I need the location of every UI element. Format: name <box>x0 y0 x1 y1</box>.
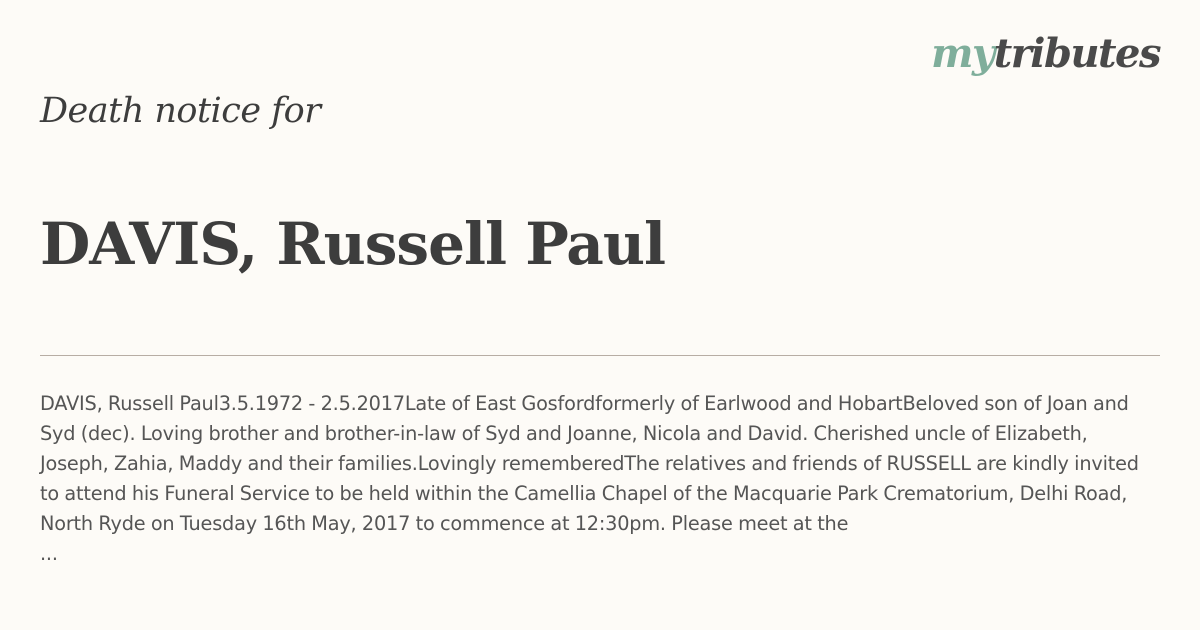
deceased-name: DAVIS, Russell Paul <box>40 210 666 278</box>
truncation-ellipsis: ... <box>40 542 58 565</box>
notice-body-text: DAVIS, Russell Paul3.5.1972 - 2.5.2017Late of East Gosfordformerly of Earlwood and HobartBeloved son of Joan and Syd (dec). Loving brother and brother-in-law of Syd and Joanne, Nicola and David. Cherished uncle of Elizabeth, Joseph, Zahia, Maddy and their families.Lovingly rememberedThe relatives and friends of RUSSELL are kindly invited to attend his Funeral Service to be held within the Camellia Chapel of the Macquarie Park Crematorium, Delhi Road, North Ryde on Tuesday 16th May, 2017 to commence at 12:30pm. Please meet at the <box>40 392 1139 535</box>
notice-body <box>40 389 1160 569</box>
logo-my: my <box>931 30 994 77</box>
divider <box>40 355 1160 356</box>
mytributes-logo[interactable] <box>931 30 1160 77</box>
notice-heading: Death notice for <box>40 91 321 131</box>
logo-tributes: tributes <box>993 30 1160 77</box>
